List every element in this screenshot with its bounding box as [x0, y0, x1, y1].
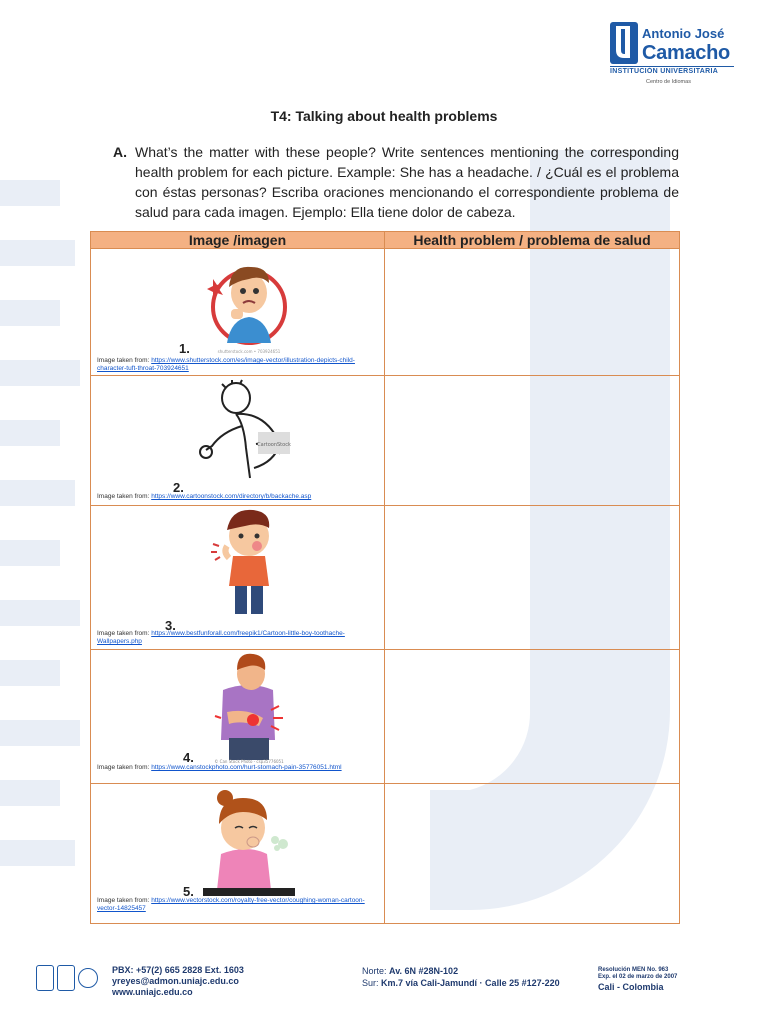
footer-web[interactable]: www.uniajc.edu.co [112, 987, 193, 997]
image-credit [97, 493, 367, 501]
logo-name-line2: Camacho [642, 42, 730, 64]
row-number: 3. [165, 618, 176, 633]
instruction-text: What’s the matter with these people? Write sentences mentioning the corresponding health problem for each picture. Example: She has a headache. / ¿Cuál es el problema con éstas personas? Escriba oraciones mencionando el correspondiente problema de salud para cada imagen. Ejemplo: Ella tiene dolor de cabeza. [135, 144, 679, 220]
credit-label: Image taken from: [97, 630, 150, 637]
table-row [91, 376, 680, 506]
page-footer [0, 955, 768, 1024]
logo-unit: Centro de Idiomas [646, 79, 691, 85]
image-credit [97, 897, 367, 913]
svg-text:© Can Stock Photo - csp3577605: © Can Stock Photo - csp35776051 [214, 759, 284, 764]
toothache-boy-illustration [201, 506, 297, 618]
credit-link[interactable]: https://www.shutterstock.com/es/image-vector/illustration-depicts-child-character-tuft-throat-703924651 [97, 357, 355, 372]
instruction-block [113, 142, 679, 222]
logo-name-line1: Antonio José [642, 26, 725, 41]
stomach-pain-man-illustration [207, 650, 291, 766]
credit-label: Image taken from: [97, 493, 150, 500]
table-row [91, 650, 680, 784]
answer-cell[interactable] [385, 650, 680, 784]
image-cell [91, 249, 385, 376]
header-image: Image /imagen [91, 232, 385, 249]
certification-seal-icon [57, 965, 75, 991]
answer-cell[interactable] [385, 506, 680, 650]
footer-north: Av. 6N #28N-102 [389, 966, 459, 976]
footer-pbx: PBX: +57(2) 665 2828 Ext. 1603 [112, 965, 244, 975]
credit-label: Image taken from: [97, 764, 150, 771]
footer-address [362, 965, 560, 989]
svg-text:shutterstock.com • 703924651: shutterstock.com • 703924651 [217, 349, 281, 354]
answer-cell[interactable] [385, 249, 680, 376]
credit-link[interactable]: https://www.vectorstock.com/royalty-free-vector/coughing-woman-cartoon-vector-14825457 [97, 897, 365, 912]
backache-man-illustration [196, 378, 304, 486]
row-number: 1. [179, 341, 190, 356]
page-title: T4: Talking about health problems [270, 108, 498, 124]
health-problems-table [90, 231, 680, 924]
coughing-woman-illustration [203, 784, 295, 896]
credit-link[interactable]: https://www.bestfunforall.com/freepik1/Cartoon-little-boy-toothache-Wallpapers.php [97, 630, 345, 645]
footer-email[interactable]: yreyes@admon.uniajc.edu.co [112, 976, 239, 986]
certification-seal-icon [36, 965, 54, 991]
image-credit [97, 764, 367, 772]
header-health-problem: Health problem / problema de salud [385, 232, 680, 249]
instruction-letter: A. [113, 144, 127, 160]
footer-resolution-date: Exp. el 02 de marzo de 2007 [598, 974, 678, 980]
table-row [91, 249, 680, 376]
row-number: 5. [183, 884, 194, 899]
institution-logo [608, 20, 738, 90]
footer-city: Cali - Colombia [598, 982, 664, 992]
table-row [91, 784, 680, 924]
answer-cell[interactable] [385, 784, 680, 924]
image-credit [97, 630, 367, 646]
image-credit [97, 357, 367, 373]
image-cell [91, 650, 385, 784]
row-number: 4. [183, 750, 194, 765]
certification-icons [36, 965, 101, 991]
footer-contact [112, 965, 244, 998]
certification-seal-icon [78, 968, 98, 988]
answer-cell[interactable] [385, 376, 680, 506]
logo-mark-icon [610, 22, 638, 64]
footer-north-label: Norte: [362, 966, 387, 976]
credit-label: Image taken from: [97, 897, 150, 904]
image-cell [91, 506, 385, 650]
row-number: 2. [173, 480, 184, 495]
logo-divider [610, 66, 734, 67]
footer-south: Km.7 vía Cali-Jamundí · Calle 25 #127-220 [381, 978, 560, 988]
sore-throat-child-illustration [201, 249, 297, 357]
footer-resolution: Resolución MEN No. 963 [598, 967, 669, 973]
image-cell [91, 376, 385, 506]
credit-label: Image taken from: [97, 357, 150, 364]
logo-institution: INSTITUCIÓN UNIVERSITARIA [610, 68, 719, 75]
credit-link[interactable]: https://www.cartoonstock.com/directory/b/backache.asp [151, 493, 312, 500]
footer-south-label: Sur: [362, 978, 379, 988]
table-header-row [91, 232, 680, 249]
credit-link[interactable]: https://www.canstockphoto.com/hurt-stomach-pain-35776051.html [151, 764, 342, 771]
footer-legal [598, 967, 677, 991]
image-cell [91, 784, 385, 924]
table-row [91, 506, 680, 650]
svg-text:CartoonStock: CartoonStock [257, 442, 291, 448]
